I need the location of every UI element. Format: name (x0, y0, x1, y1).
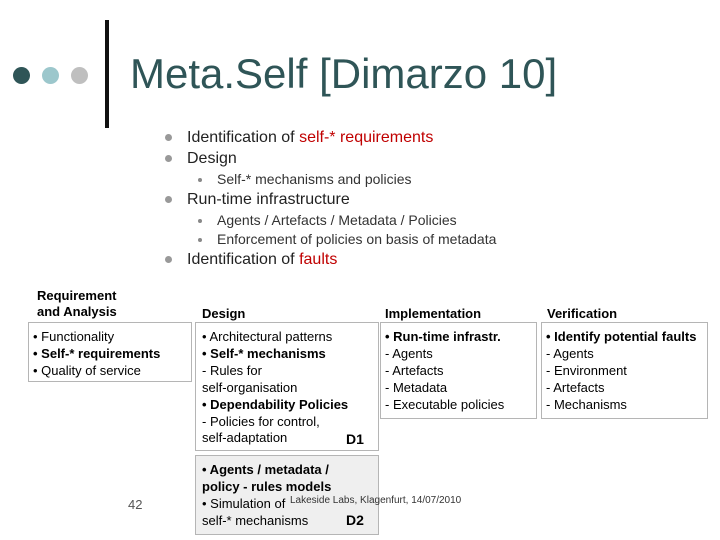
req-item: • Self-* requirements (33, 346, 161, 361)
bullet-marker (165, 256, 172, 263)
design-item: self-* mechanisms (202, 513, 309, 528)
verif-item: - Artefacts (546, 380, 605, 395)
implementation-box (380, 322, 537, 419)
verif-header: Verification (547, 306, 618, 321)
bullet-marker (165, 155, 172, 162)
impl-item: - Agents (385, 346, 433, 361)
decor-dot-light (42, 67, 59, 84)
subbullet-text: Enforcement of policies on basis of metadata (217, 231, 497, 247)
verif-item: - Agents (546, 346, 594, 361)
design-item: • Dependability Policies (202, 397, 349, 412)
req-header-line2: and Analysis (37, 304, 117, 319)
title-divider (105, 20, 109, 128)
bullet-highlight: faults (299, 251, 338, 268)
subbullet-text: Agents / Artefacts / Metadata / Policies (217, 212, 457, 228)
design-item: • Architectural patterns (202, 329, 333, 344)
bullet-runtime (187, 191, 350, 209)
bullet-text: Identification of (187, 129, 300, 146)
bullet-marker (165, 134, 172, 141)
subbullet-agents (217, 212, 457, 228)
bullet-requirements (187, 129, 433, 147)
req-item: • Functionality (33, 329, 115, 344)
bullet-faults (187, 251, 337, 269)
impl-item: - Metadata (385, 380, 448, 395)
design-item: - Policies for control, (202, 414, 320, 429)
bullet-marker (165, 196, 172, 203)
subbullet-marker (198, 238, 202, 242)
subbullet-mechanisms (217, 171, 412, 187)
design-item: • Self-* mechanisms (202, 346, 326, 361)
verif-item: - Environment (546, 363, 627, 378)
verif-item: • Identify potential faults (546, 329, 697, 344)
page-number: 42 (128, 497, 143, 512)
design-item: policy - rules models (202, 479, 332, 494)
decor-dot-dark (13, 67, 30, 84)
verif-item: - Mechanisms (546, 397, 627, 412)
design-item: self-adaptation (202, 430, 288, 445)
d2-label: D2 (346, 512, 364, 528)
design-item: - Rules for (202, 363, 262, 378)
design-box-d1 (195, 322, 379, 451)
d1-label: D1 (346, 431, 364, 447)
slide-title: Meta.Self [Dimarzo 10] (130, 50, 558, 97)
bullet-highlight: self-* requirements (299, 129, 434, 146)
req-item: • Quality of service (33, 363, 141, 378)
bullet-text: Identification of (187, 251, 300, 268)
design-header: Design (202, 306, 246, 321)
design-item: • Simulation of (202, 496, 286, 511)
footer-text: Lakeside Labs, Klagenfurt, 14/07/2010 (290, 495, 462, 506)
subbullet-marker (198, 178, 202, 182)
subbullet-text: Self-* mechanisms and policies (217, 171, 412, 187)
bullet-text: Run-time infrastructure (187, 191, 350, 208)
subbullet-enforcement (217, 231, 496, 247)
bullet-design (187, 150, 237, 168)
subbullet-marker (198, 219, 202, 223)
impl-header: Implementation (385, 306, 482, 321)
verification-box (541, 322, 708, 419)
requirements-box (28, 322, 192, 382)
decor-dot-grey (71, 67, 88, 84)
bullet-text: Design (187, 150, 237, 167)
impl-item: - Artefacts (385, 363, 444, 378)
req-header-line1: Requirement (37, 288, 117, 303)
design-item: • Agents / metadata / (202, 462, 329, 477)
impl-item: • Run-time infrastr. (385, 329, 501, 344)
impl-item: - Executable policies (385, 397, 505, 412)
design-item: self-organisation (202, 380, 298, 395)
